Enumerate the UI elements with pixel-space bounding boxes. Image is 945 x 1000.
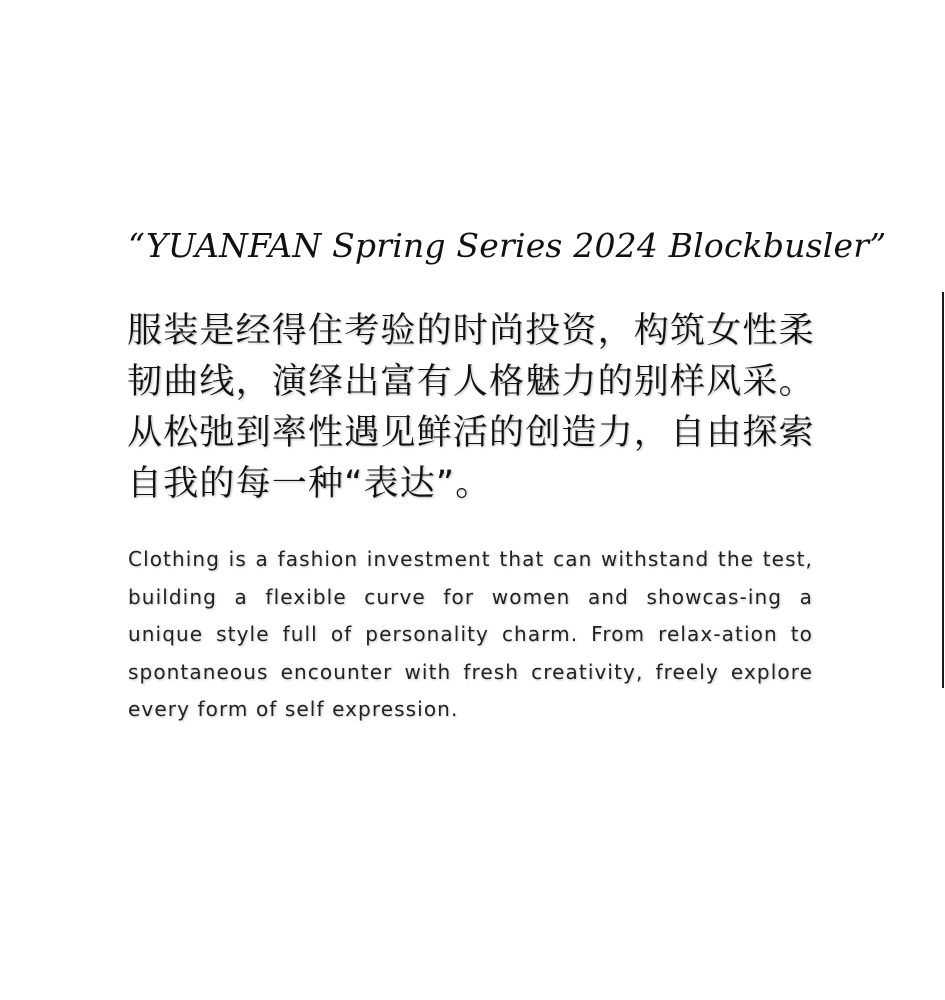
series-title: “YUANFAN Spring Series 2024 Blockbusler” <box>128 226 887 265</box>
english-description: Clothing is a fashion investment that can withstand the test, building a flexible curve for women and showcas-ing a unique style full of personality charm. From relax-ation to spontaneous encounter with fresh creativity, freely explore every form of self expression. <box>128 547 813 721</box>
vertical-divider <box>942 292 944 688</box>
chinese-description: 服装是经得住考验的时尚投资，构筑女性柔韧曲线，演绎出富有人格魅力的别样风采。从松弛到率性遇见鲜活的创造力，自由探索自我的每一种“表达”。 <box>127 311 815 504</box>
